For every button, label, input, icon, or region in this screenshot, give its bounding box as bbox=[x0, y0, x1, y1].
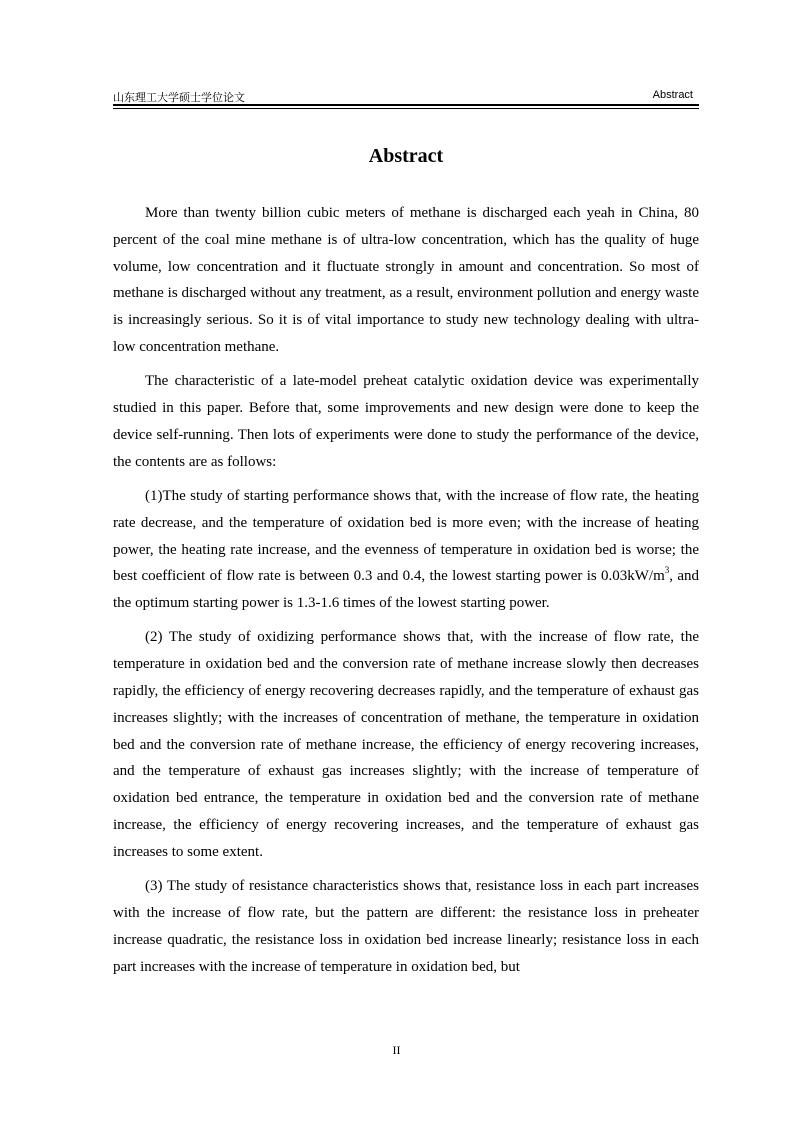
paragraph-1: More than twenty billion cubic meters of methane is discharged each yeah in China, 80 percent of the coal mine methane is of ultra-low concentration, which has the quality of huge volume, low concentration and it fluctuate strongly in amount and concentration. So most of methane is discharged without any treatment, as a result, environment pollution and energy waste is increasingly serious. So it is of vital importance to study new technology dealing with ultra-low concentration methane. bbox=[113, 205, 699, 355]
page-title: Abstract bbox=[368, 145, 444, 167]
page-number: II bbox=[392, 1043, 401, 1057]
paragraph-3-text-a: (1)The study of starting performance shows that, with the increase of flow rate, the heating rate decrease, and the temperature of oxidation bed is more even; with the increase of heating power, the heating rate increase, and the evenness of temperature in oxidation bed is worse; the best coefficient of flow rate is between 0.3 and 0.4, the lowest starting power is 0.03kW/m bbox=[113, 487, 699, 585]
header-thesis-title: 山东理工大学硕士学位论文 bbox=[113, 91, 245, 104]
header-rule-thick bbox=[113, 104, 699, 106]
paragraph-3-text-b: , and the optimum starting power is 1.3-1.6 times of the lowest starting power. bbox=[113, 568, 699, 612]
paragraph-3 bbox=[113, 483, 699, 617]
paragraph-2: The characteristic of a late-model preheat catalytic oxidation device was experimentally studied in this paper. Before that, some improvements and new design were done to keep the device self-running. Then lots of experiments were done to study the performance of the device, the contents are as follows: bbox=[113, 373, 699, 470]
paragraph-4: (2) The study of oxidizing performance shows that, with the increase of flow rate, the temperature in oxidation bed and the conversion rate of methane increase slowly then decreases rapidly, the efficiency of energy recovering decreases rapidly, and the temperature of exhaust gas increases slightly; with the increases of concentration of methane, the temperature in oxidation bed and the conversion rate of methane increase, the efficiency of energy recovering increases, and the temperature of exhaust gas increases slightly; with the increase of temperature of oxidation bed entrance, the temperature in oxidation bed and the conversion rate of methane increase, the efficiency of energy recovering increases, and the temperature of exhaust gas increases to some extent. bbox=[113, 629, 699, 860]
header-section-name: Abstract bbox=[652, 89, 693, 101]
paragraph-5: (3) The study of resistance characteristics shows that, resistance loss in each part increases with the increase of flow rate, but the pattern are different: the resistance loss in preheater increase quadratic, the resistance loss in oxidation bed increase linearly; resistance loss in each part increases with the increase of temperature in oxidation bed, but bbox=[113, 878, 699, 975]
header-rule-thin bbox=[113, 108, 699, 109]
abstract-body bbox=[113, 200, 699, 988]
superscript-exponent: 3 bbox=[664, 565, 670, 576]
